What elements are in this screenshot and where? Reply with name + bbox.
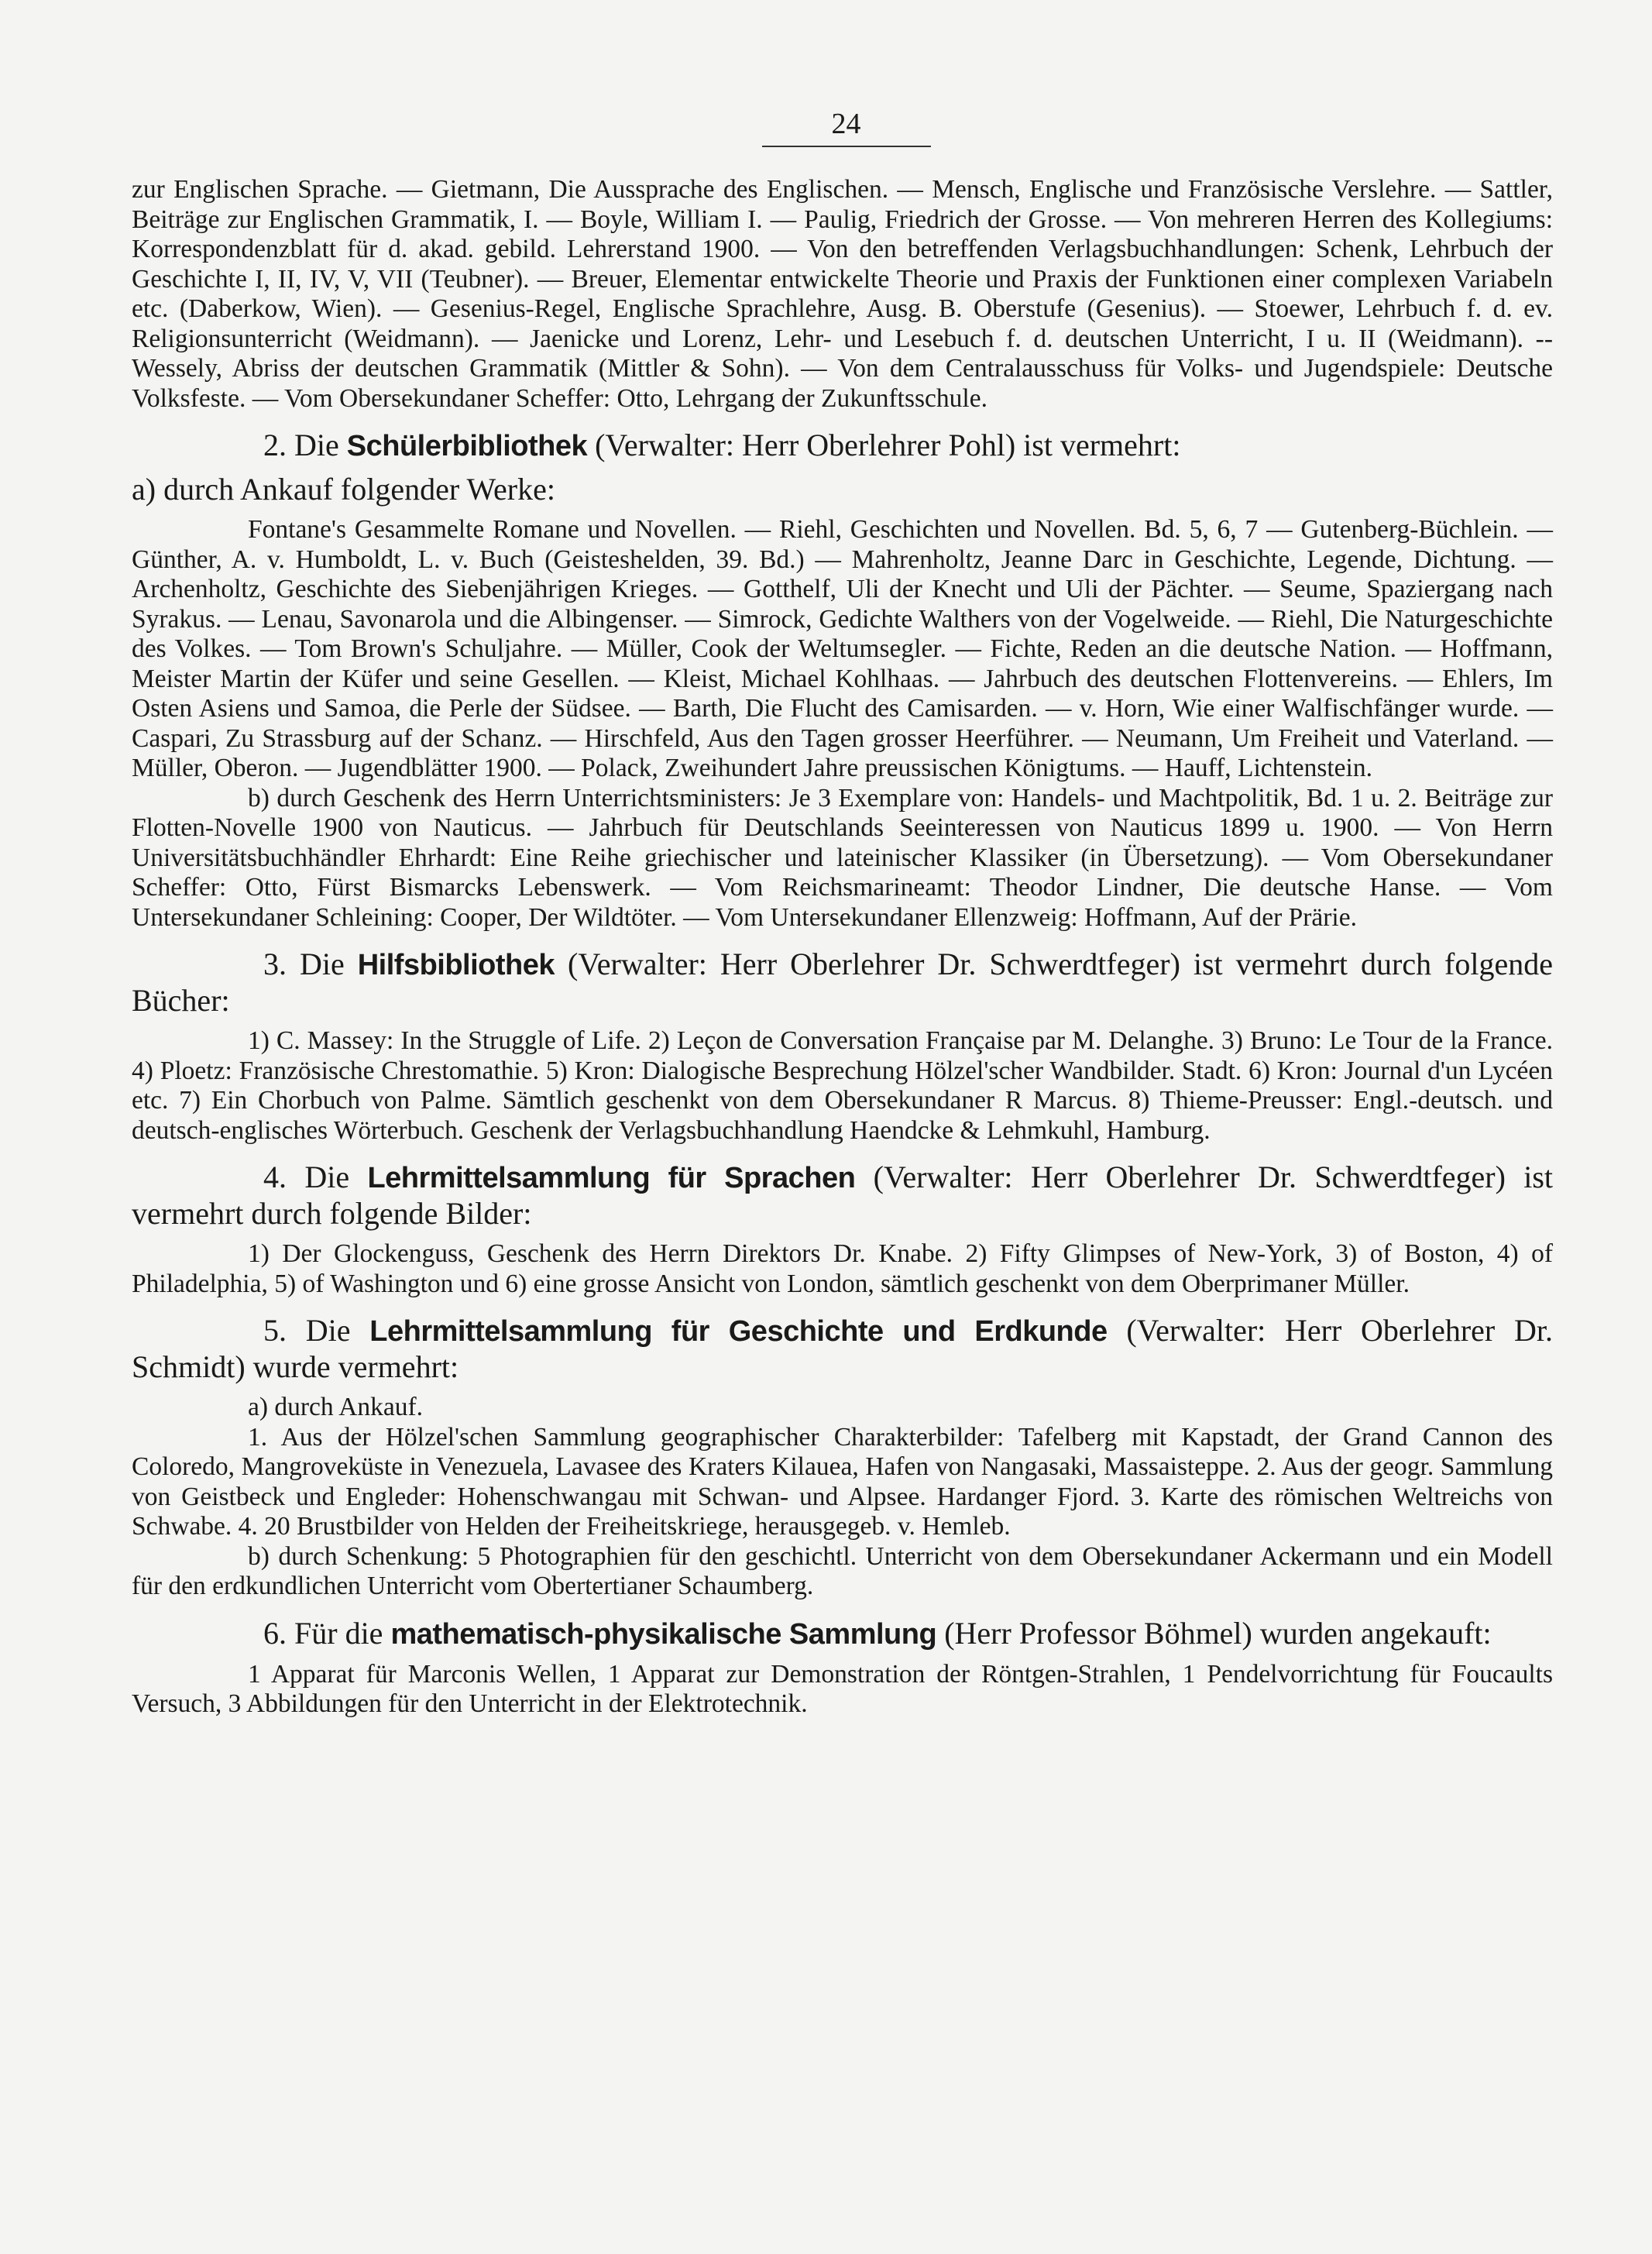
page-number: 24 xyxy=(762,107,931,147)
section-2-paragraph-b: b) durch Geschenk des Herrn Unterrichtsministers: Je 3 Exemplare von: Handels- und Machtpolitik, Bd. 1 u. 2. Beiträge zur Flotten-Novelle 1900 von Nauticus. — Jahrbuch für Deutschlands Seeinteressen von Nauticus 1899 u. 1900. — Von Herrn Universitätsbuchhändler Ehrhardt: Eine Reihe griechischer und lateinischer Klassiker (in Übersetzung). — Vom Obersekundaner Scheffer: Otto, Fürst Bismarcks Lebenswerk. — Vom Reichsmarineamt: Theodor Lindner, Die deutsche Hanse. — Vom Untersekundaner Schleining: Cooper, Der Wildtöter. — Vom Untersekundaner Ellenzweig: Hoffmann, Auf der Prärie. xyxy=(132,783,1553,932)
section-title: Schülerbibliothek xyxy=(346,430,588,462)
section-title: Lehrmittelsammlung für Geschichte und Erdkunde xyxy=(369,1315,1108,1348)
section-5-heading xyxy=(132,1313,1553,1385)
section-5-paragraph-a: 1. Aus der Hölzel'schen Sammlung geographischer Charakterbilder: Tafelberg mit Kapstadt, der Grand Cannon des Coloredo, Mangroveküste in Venezuela, Lavasee des Kraters Kilauea, Hafen von Nangasaki, Massaisteppe. 2. Aus der geogr. Sammlung von Geistbeck und Engleder: Hohenschwangau mit Schwan- und Alpsee. Hardanger Fjord. 3. Karte des römischen Weltreichs von Schwabe. 4. 20 Brustbilder von Helden der Freiheitskriege, herausgegeb. v. Hemleb. xyxy=(132,1422,1553,1541)
section-6-heading xyxy=(132,1616,1553,1652)
continuation-paragraph: zur Englischen Sprache. — Gietmann, Die Aussprache des Englischen. — Mensch, Englische und Französische Verslehre. — Sattler, Beiträge zur Englischen Grammatik, I. — Boyle, William I. — Paulig, Friedrich der Grosse. — Von mehreren Herren des Kollegiums: Korrespondenzblatt für d. akad. gebild. Lehrerstand 1900. — Von den betreffenden Verlagsbuchhandlungen: Schenk, Lehrbuch der Geschichte I, II, IV, V, VII (Teubner). — Breuer, Elementar entwickelte Theorie und Praxis der Funktionen einer complexen Variabeln etc. (Daberkow, Wien). — Gesenius-Regel, Englische Sprachlehre, Ausg. B. Oberstufe (Gesenius). — Stoewer, Lehrbuch f. d. ev. Religionsunterricht (Weidmann). — Jaenicke und Lorenz, Lehr- und Lesebuch f. d. deutschen Unterricht, I u. II (Weidmann). -- Wessely, Abriss der deutschen Grammatik (Mittler & Sohn). — Von dem Centralausschuss für Volks- und Jugendspiele: Deutsche Volksfeste. — Vom Obersekundaner Scheffer: Otto, Lehrgang der Zukunftsschule. xyxy=(132,175,1553,413)
section-2-heading xyxy=(132,428,1553,464)
section-5-subheading-a: a) durch Ankauf. xyxy=(248,1393,424,1421)
section-number: 5. xyxy=(263,1313,287,1348)
section-4-paragraph: 1) Der Glockenguss, Geschenk des Herrn Direktors Dr. Knabe. 2) Fifty Glimpses of New-York, 3) of Boston, 4) of Philadelphia, 5) of Washington und 6) eine grosse Ansicht von London, sämtlich geschenkt von dem Oberprimaner Müller. xyxy=(132,1239,1553,1298)
page-header xyxy=(132,107,1553,147)
section-title: mathematisch-physikalische Sammlung xyxy=(390,1617,937,1651)
section-heading-pre: Für die xyxy=(294,1615,383,1651)
section-heading-pre: Die xyxy=(294,428,339,462)
section-heading-pre: Die xyxy=(299,947,345,981)
section-heading-rest: (Verwalter: Herr Oberlehrer Pohl) ist vermehrt: xyxy=(595,428,1181,462)
section-4-heading xyxy=(132,1160,1553,1232)
section-3-paragraph: 1) C. Massey: In the Struggle of Life. 2) Leçon de Conversation Française par M. Delanghe. 3) Bruno: Le Tour de la France. 4) Ploetz: Französische Chrestomathie. 5) Kron: Dialogische Besprechung Hölzel'scher Wandbilder. Stadt. 6) Kron: Journal d'un Lycéen etc. 7) Ein Chorbuch von Palme. Sämtlich geschenkt von dem Obersekundaner R Marcus. 8) Thieme-Preusser: Engl.-deutsch. und deutsch-englisches Wörterbuch. Geschenk der Verlagsbuchhandlung Haendcke & Lehmkuhl, Hamburg. xyxy=(132,1026,1553,1145)
section-heading-pre: Die xyxy=(304,1160,350,1194)
section-number: 4. xyxy=(263,1160,287,1194)
section-2-subheading-a: a) durch Ankauf folgender Werke: xyxy=(132,472,555,507)
section-5-paragraph-b: b) durch Schenkung: 5 Photographien für den geschichtl. Unterricht von dem Obersekundaner Ackermann und ein Modell für den erdkundlichen Unterricht vom Obertertianer Schaumberg. xyxy=(132,1541,1553,1600)
section-heading-rest: (Verwalter: Herr Oberlehrer Dr. Schmidt) wurde vermehrt: xyxy=(132,1313,1554,1384)
section-6-paragraph: 1 Apparat für Marconis Wellen, 1 Apparat zur Demonstration der Röntgen-Strahlen, 1 Pendelvorrichtung für Foucaults Versuch, 3 Abbildungen für den Unterricht in der Elektrotechnik. xyxy=(132,1659,1553,1718)
section-number: 3. xyxy=(263,947,287,981)
section-heading-rest: (Verwalter: Herr Oberlehrer Dr. Schwerdtfeger) ist vermehrt durch folgende Bücher: xyxy=(132,947,1554,1018)
section-title: Lehrmittelsammlung für Sprachen xyxy=(367,1162,856,1194)
section-heading-pre: Die xyxy=(305,1313,351,1348)
section-number: 2. xyxy=(263,428,287,462)
section-heading-rest: (Herr Professor Böhmel) wurden angekauft: xyxy=(944,1615,1492,1651)
section-title: Hilfsbibliothek xyxy=(357,949,555,981)
section-2-paragraph-a: Fontane's Gesammelte Romane und Novellen. — Riehl, Geschichten und Novellen. Bd. 5, 6, 7 — Gutenberg-Büchlein. — Günther, A. v. Humboldt, L. v. Buch (Geisteshelden, 39. Bd.) — Mahrenholtz, Jeanne Darc in Geschichte, Legende, Dichtung. — Archenholtz, Geschichte des Siebenjährigen Krieges. — Gotthelf, Uli der Knecht und Uli der Pächter. — Seume, Spaziergang nach Syrakus. — Lenau, Savonarola und die Albingenser. — Simrock, Gedichte Walthers von der Vogelweide. — Riehl, Die Naturgeschichte des Volkes. — Tom Brown's Schuljahre. — Müller, Cook der Weltumsegler. — Fichte, Reden an die deutsche Nation. — Hoffmann, Meister Martin der Küfer und seine Gesellen. — Kleist, Michael Kohlhaas. — Jahrbuch des deutschen Flottenvereins. — Ehlers, Im Osten Asiens und Samoa, die Perle der Südsee. — Barth, Die Flucht des Camisarden. — v. Horn, Wie einer Walfischfänger wurde. — Caspari, Zu Strassburg auf der Schanz. — Hirschfeld, Aus den Tagen grosser Heerführer. — Neumann, Um Freiheit und Vaterland. — Müller, Oberon. — Jugendblätter 1900. — Polack, Zweihundert Jahre preussischen Königtums. — Hauff, Lichtenstein. xyxy=(132,515,1553,782)
section-number: 6. xyxy=(263,1615,287,1651)
section-heading-rest: (Verwalter: Herr Oberlehrer Dr. Schwerdtfeger) ist vermehrt durch folgende Bilder: xyxy=(132,1160,1554,1231)
section-3-heading xyxy=(132,947,1553,1019)
